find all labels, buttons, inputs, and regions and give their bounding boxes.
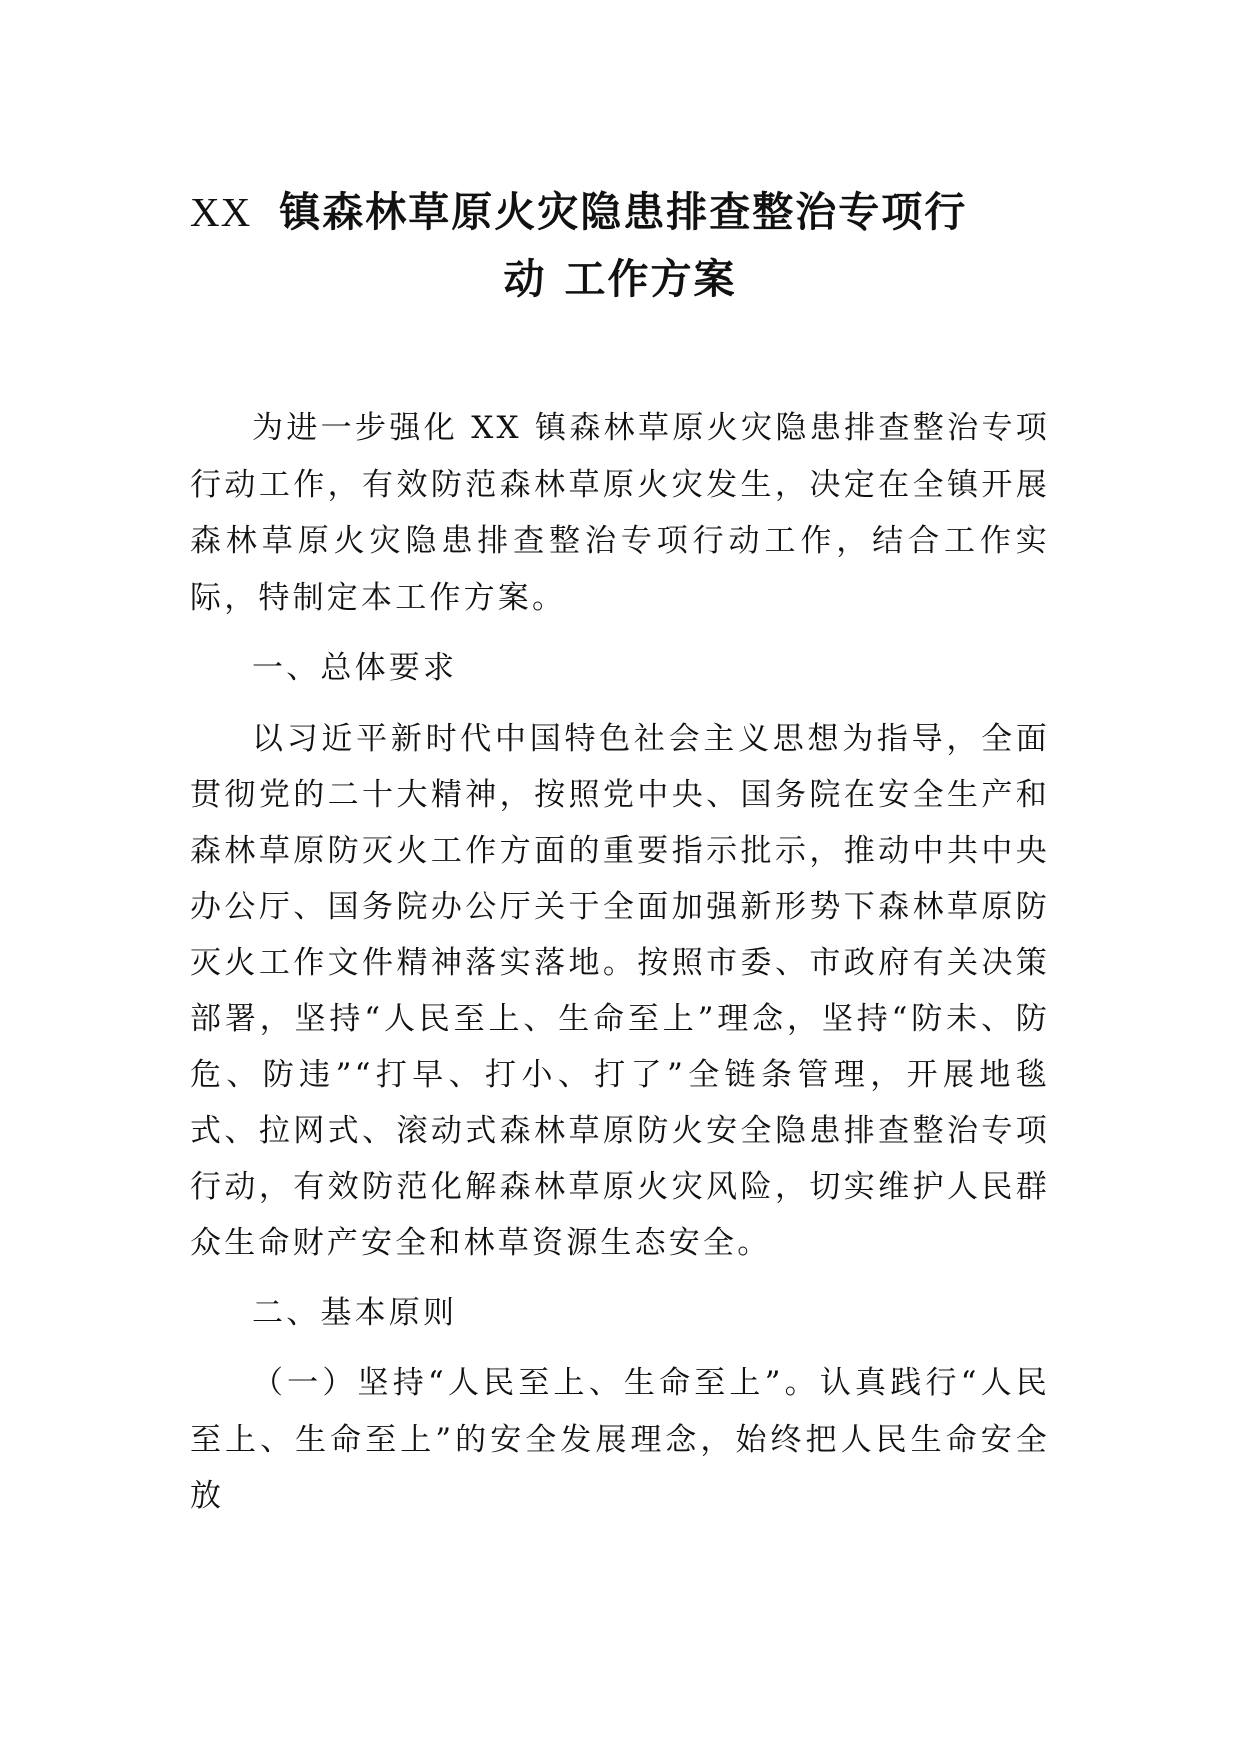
document-body — [190, 400, 1050, 1525]
intro-paragraph: 为进一步强化 XX 镇森林草原火灾隐患排查整治专项行动工作，有效防范森林草原火灾发生，决定在全镇开展森林草原火灾隐患排查整治专项行动工作，结合工作实际，特制定本工作方案。 — [190, 410, 1050, 616]
document-title-line-1 — [0, 188, 1240, 236]
section-1-heading: 一、总体要求 — [252, 650, 458, 686]
section-2-heading: 二、基本原则 — [252, 1294, 458, 1331]
title-text-line-2a: 动 — [503, 255, 547, 303]
section-1-paragraph: 以习近平新时代中国特色社会主义思想为指导，全面贯彻党的二十大精神，按照党中央、国务院在安全生产和森林草原防灭火工作方面的重要指示批示，推动中共中央办公厅、国务院办公厅关于全面加强新形势下森林草原防灭火工作文件精神落实落地。按照市委、市政府有关决策部署，坚持“人民至上、生命至上”理念，坚持“防未、防危、防违”“打早、打小、打了”全链条管理，开展地毯式、拉网式、滚动式森林草原防火安全隐患排查整治专项行动，有效防范化解森林草原火灾风险，切实维护人民群众生命财产安全和林草资源生态安全。 — [190, 720, 1050, 1261]
title-prefix: XX — [190, 189, 252, 235]
title-text-line-1: 镇森林草原火灾隐患排查整治专项行 — [279, 188, 968, 236]
title-text-line-2b: 工作方案 — [564, 255, 737, 303]
section-2-item-1: （一）坚持“人民至上、生命至上”。认真践行“人民至上、生命至上”的安全发展理念，始终把人民生命安全放 — [190, 1365, 1050, 1514]
document-title-line-2 — [0, 255, 1240, 303]
